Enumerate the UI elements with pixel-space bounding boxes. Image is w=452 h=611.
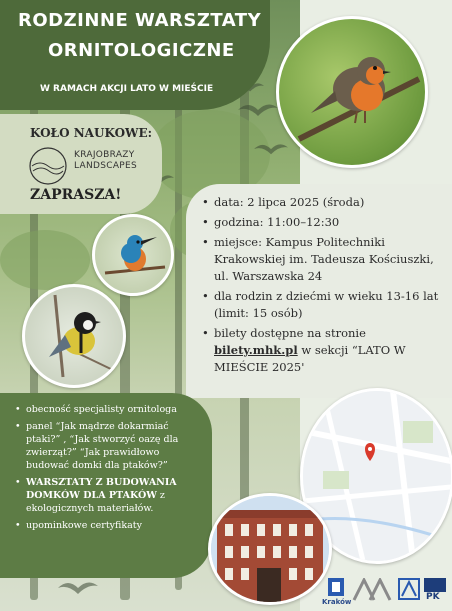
great-tit-photo: [22, 284, 126, 388]
title-line-1: RODZINNE WARSZTATY: [18, 10, 262, 31]
event-details-panel: [186, 184, 452, 398]
program-list: [14, 403, 204, 536]
title-line-2: ORNITOLOGICZNE: [48, 40, 235, 61]
building-photo: [208, 493, 332, 605]
krakow-logo-text: Kraków: [322, 598, 352, 606]
detail-time: • godzina: 11:00–12:30: [200, 214, 446, 231]
subtitle: W RAMACH AKCJI LATO W MIEŚCIE: [40, 84, 214, 94]
program-item: • obecność specjalisty ornitologa: [14, 403, 204, 416]
university-logo-icon: [398, 578, 420, 600]
kingfisher-icon: [95, 217, 171, 293]
workshop-highlight: WARSZTATY Z BUDOWANIA DOMKÓW DLA PTAKÓW: [26, 477, 177, 501]
detail-tickets: [200, 325, 446, 376]
tickets-link[interactable]: bilety.mhk.pl: [214, 343, 298, 357]
program-item: • upominkowe certyfikaty: [14, 519, 204, 532]
landscapes-logo-icon: [28, 146, 68, 186]
foliage: [0, 230, 90, 290]
bird-silhouette-icon: [58, 578, 98, 600]
krakow-crest-icon: [328, 578, 344, 596]
detail-date: • data: 2 lipca 2025 (środa): [200, 194, 446, 211]
program-panel: [0, 393, 212, 578]
logo-text: [74, 150, 137, 172]
robin-photo: [276, 16, 428, 168]
pk-logo-icon: [424, 578, 446, 592]
detail-audience: • dla rodzin z dziećmi w wieku 13-16 lat (limit: 15 osób): [200, 288, 446, 322]
building-icon: [211, 496, 329, 602]
museum-logo-icon: [352, 578, 394, 602]
club-label: KOŁO NAUKOWE:: [30, 126, 153, 140]
bird-silhouette-icon: [254, 140, 288, 160]
details-list: [200, 194, 446, 379]
logo-line-2: LANDSCAPES: [74, 161, 138, 171]
invite-text: ZAPRASZA!: [30, 187, 122, 203]
workshop-rest: z ekologicznych materiałów.: [26, 490, 165, 514]
bird-silhouette-icon: [238, 100, 278, 122]
program-item: • panel “Jak mądrze dokarmiać ptaki?” , “Jak stworzyć oazę dla zwierząt?” “Jak prawidłowo budować domki dla ptaków?”: [14, 420, 204, 472]
pk-logo-text: PK: [426, 592, 440, 602]
great-tit-icon: [25, 287, 123, 385]
logo-line-1: KRAJOBRAZY: [74, 150, 135, 160]
title-banner: [0, 0, 270, 110]
program-item: [14, 476, 204, 515]
partner-logos: [322, 576, 450, 608]
tickets-prefix: bilety dostępne na stronie: [214, 326, 366, 340]
detail-place: • miejsce: Kampus Politechniki Krakowskiej im. Tadeusza Kościuszki, ul. Warszawska 24: [200, 234, 446, 285]
tickets-suffix: w sekcji “LATO W MIEŚCIE 2025': [214, 343, 406, 374]
kingfisher-photo: [92, 214, 174, 296]
robin-icon: [279, 19, 425, 165]
